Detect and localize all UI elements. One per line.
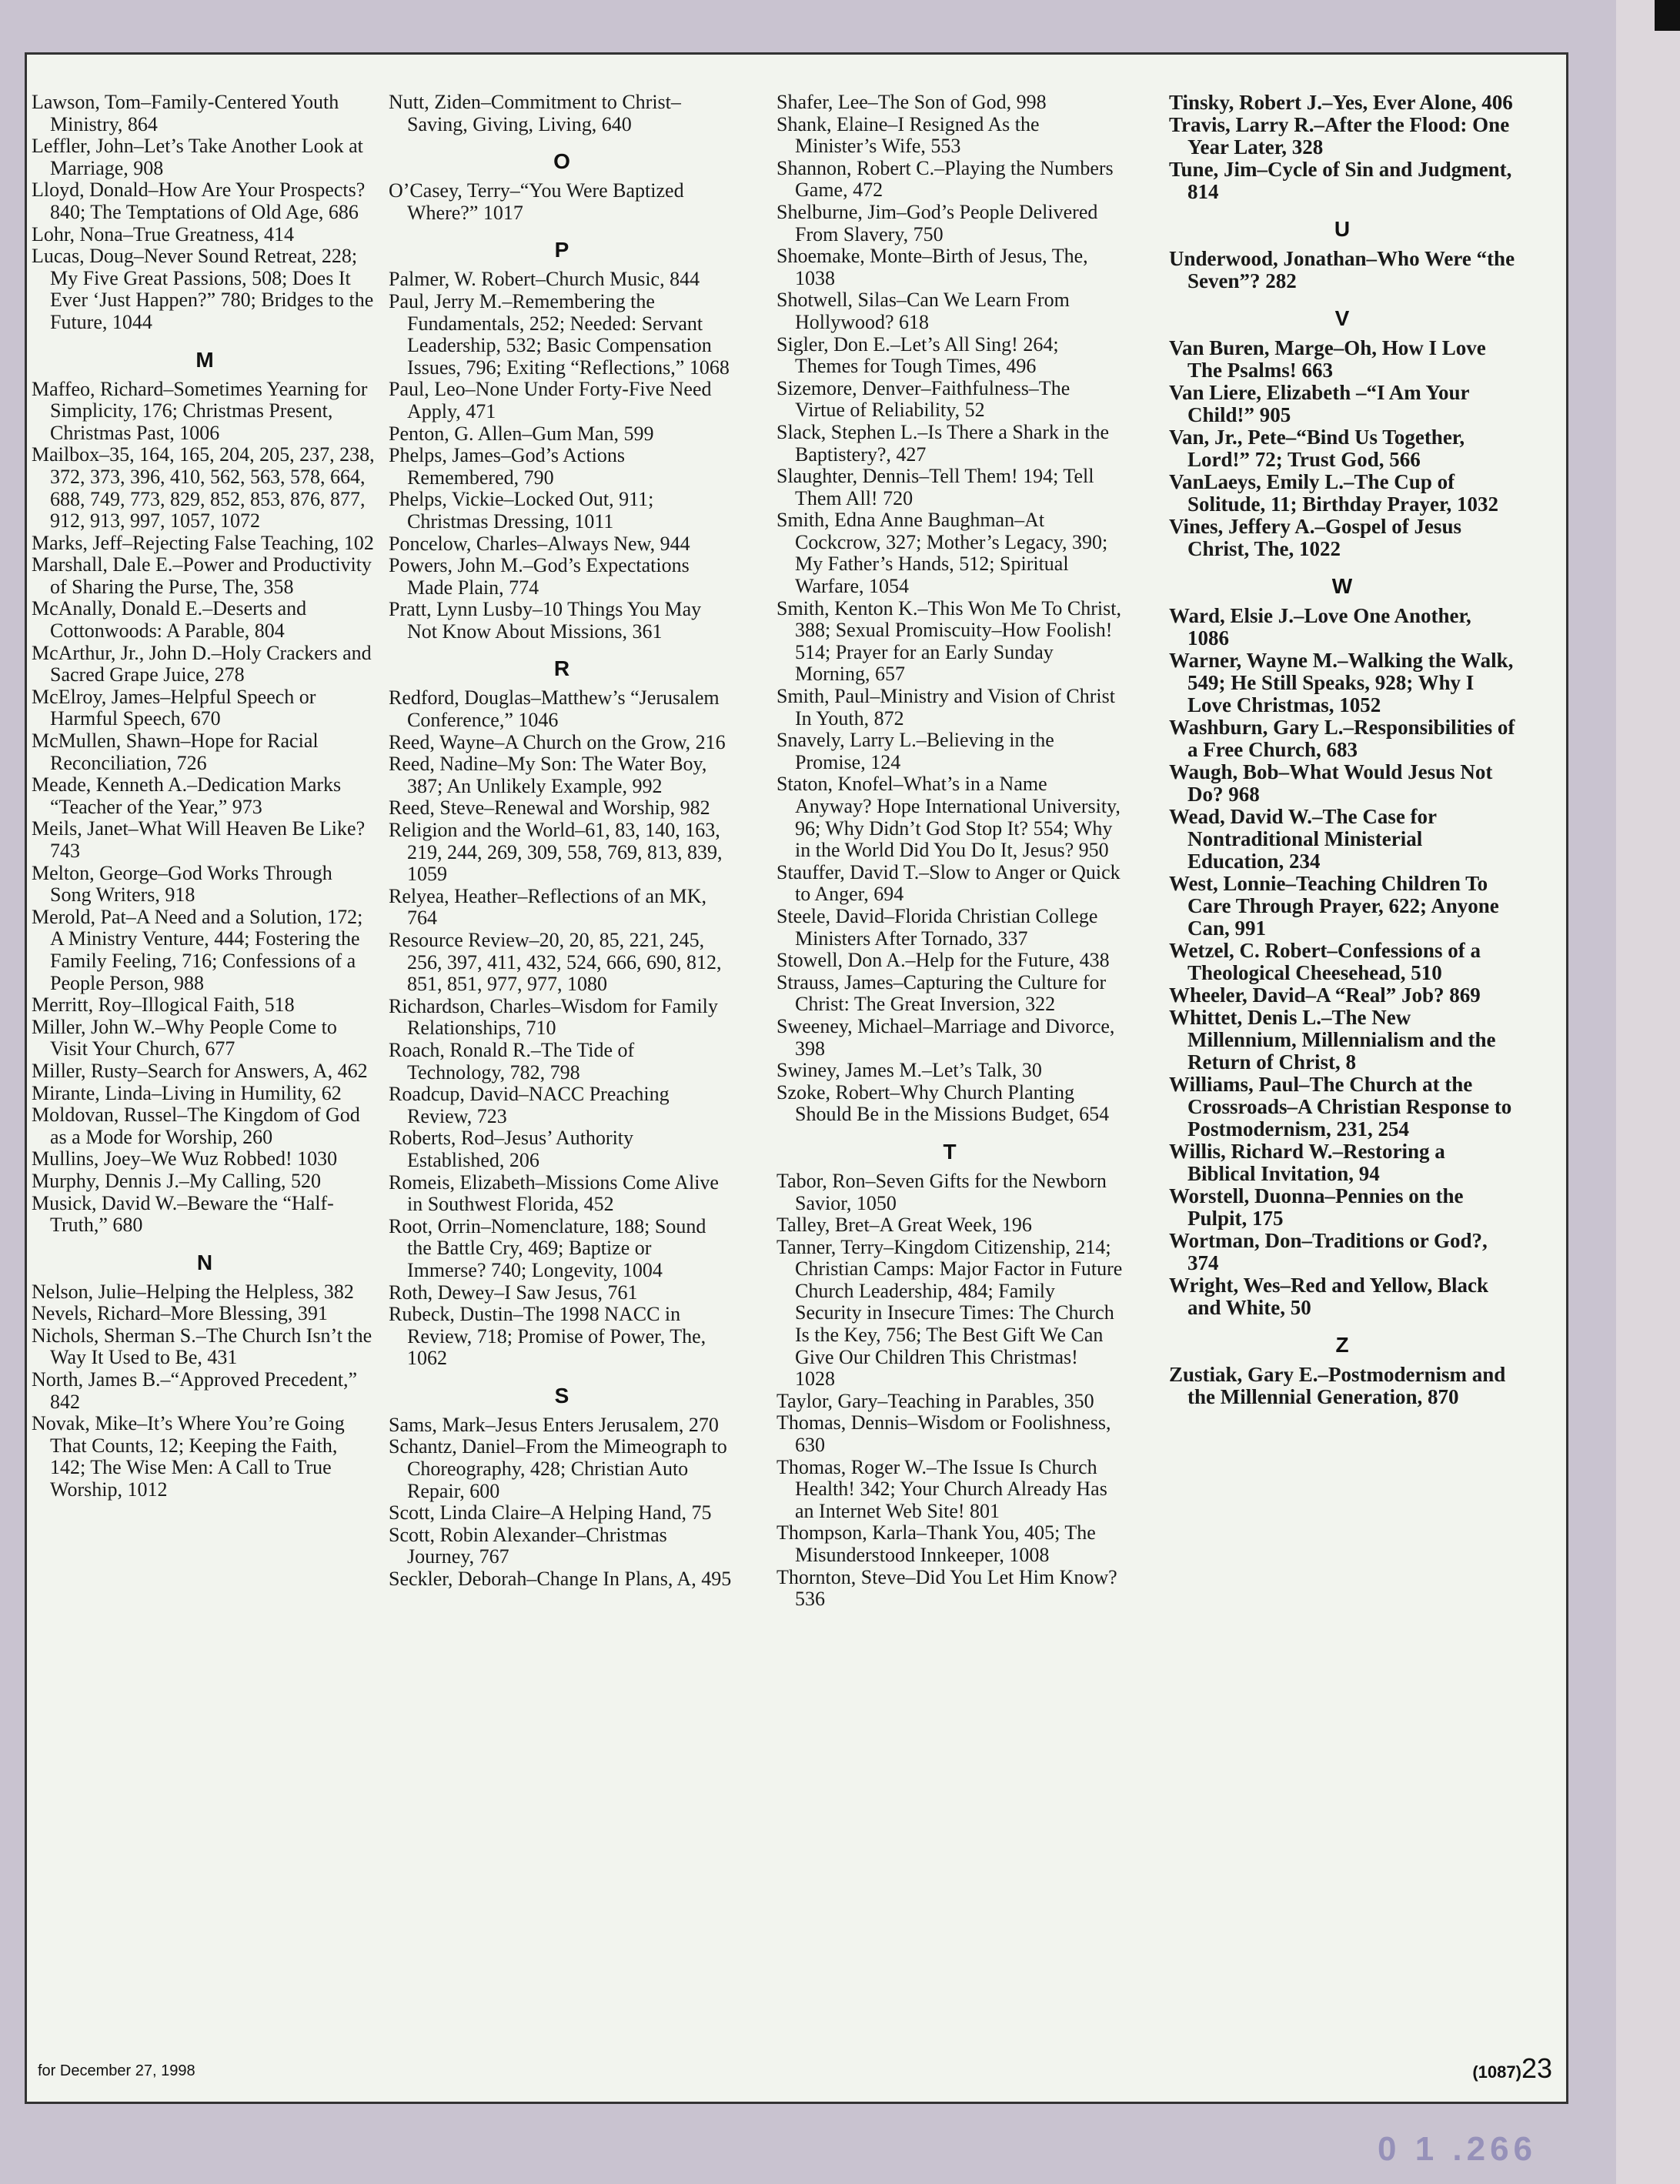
index-entry: Travis, Larry R.–After the Flood: One Year Later, 328	[1169, 113, 1510, 159]
index-entry: Scott, Robin Alexander–Christmas Journey, 767	[389, 1523, 667, 1568]
index-entry: Marshall, Dale E.–Power and Productivity of Sharing the Purse, The, 358	[32, 553, 372, 598]
index-column-1	[32, 92, 378, 1501]
index-entry: Williams, Paul–The Church at the Crossroads–A Christian Response to Postmodernism, 231, 254	[1169, 1073, 1512, 1140]
index-entry: Nelson, Julie–Helping the Helpless, 382	[32, 1280, 354, 1303]
index-entry: Paul, Leo–None Under Forty-Five Need Apply, 471	[389, 378, 712, 422]
index-entry: Lloyd, Donald–How Are Your Prospects? 840; The Temptations of Old Age, 686	[32, 179, 366, 223]
index-entry: Leffler, John–Let’s Take Another Look at Marriage, 908	[32, 135, 363, 179]
index-entry: Wetzel, C. Robert–Confessions of a Theological Cheesehead, 510	[1169, 939, 1481, 984]
index-entry: Lohr, Nona–True Greatness, 414	[32, 222, 294, 245]
index-entry: Mullins, Joey–We Wuz Robbed! 1030	[32, 1147, 338, 1170]
index-entry: Nichols, Sherman S.–The Church Isn’t the Way It Used to Be, 431	[32, 1324, 372, 1369]
index-entry: Redford, Douglas–Matthew’s “Jerusalem Conference,” 1046	[389, 686, 720, 732]
index-entry: Tabor, Ron–Seven Gifts for the Newborn Savior, 1050	[777, 1169, 1107, 1214]
index-entry: Thompson, Karla–Thank You, 405; The Misunderstood Innkeeper, 1008	[777, 1521, 1096, 1566]
index-entry: Nutt, Ziden–Commitment to Christ–Saving, Giving, Living, 640	[389, 91, 681, 135]
index-entry: Strauss, James–Capturing the Culture for Christ: The Great Inversion, 322	[777, 970, 1107, 1016]
scan-corner	[1655, 0, 1680, 31]
index-entry: Smith, Paul–Ministry and Vision of Christ In Youth, 872	[777, 685, 1115, 730]
index-entry: Worstell, Duonna–Pennies on the Pulpit, 175	[1169, 1184, 1464, 1230]
index-entry: North, James B.–“Approved Precedent,” 842	[32, 1368, 358, 1413]
section-letter-p: P	[554, 238, 569, 262]
index-entry: Van Buren, Marge–Oh, How I Love The Psalms! 663	[1169, 336, 1486, 382]
page-number: 23	[1521, 2052, 1552, 2084]
library-stamp: 0 1 .266	[1378, 2130, 1538, 2168]
index-entry: Miller, John W.–Why People Come to Visit Your Church, 677	[32, 1015, 337, 1060]
section-letter-u: U	[1334, 217, 1351, 241]
index-entry: Vines, Jeffery A.–Gospel of Jesus Christ, The, 1022	[1169, 515, 1461, 560]
index-entry: Thomas, Roger W.–The Issue Is Church Health! 342; Your Church Already Has an Internet Web Site! 801	[777, 1455, 1107, 1522]
index-entry: Relyea, Heather–Reflections of an MK, 764	[389, 884, 706, 930]
index-entry: Palmer, W. Robert–Church Music, 844	[389, 268, 700, 291]
index-entry: Sizemore, Denver–Faithfulness–The Virtue of Reliability, 52	[777, 376, 1070, 422]
issue-page-number: (1087)	[1472, 2062, 1521, 2082]
index-entry: Miller, Rusty–Search for Answers, A, 462	[32, 1059, 368, 1082]
index-entry: Underwood, Jonathan–Who Were “the Seven”? 282	[1169, 247, 1515, 292]
index-entry: McElroy, James–Helpful Speech or Harmful Speech, 670	[32, 685, 316, 730]
index-entry: Shoemake, Monte–Birth of Jesus, The, 1038	[777, 245, 1088, 289]
index-column-3	[777, 92, 1123, 1611]
index-entry: Mirante, Linda–Living in Humility, 62	[32, 1081, 342, 1104]
index-entry: Pratt, Lynn Lusby–10 Things You May Not Know About Missions, 361	[389, 598, 702, 643]
index-entry: Snavely, Larry L.–Believing in the Promise, 124	[777, 729, 1054, 773]
section-letter-v: V	[1334, 306, 1350, 330]
index-entry: Shotwell, Silas–Can We Learn From Hollywood? 618	[777, 289, 1070, 333]
index-entry: Washburn, Gary L.–Responsibilities of a Free Church, 683	[1169, 716, 1515, 761]
index-entry: Novak, Mike–It’s Where You’re Going That Counts, 12; Keeping the Faith, 142; The Wise Men: A Call to True Worship, 1012	[32, 1412, 345, 1501]
index-entry: Roach, Ronald R.–The Tide of Technology, 782, 798	[389, 1038, 635, 1084]
index-entry: Van Liere, Elizabeth –“I Am Your Child!” 905	[1169, 381, 1470, 426]
section-letter-n: N	[196, 1250, 213, 1274]
index-entry: Wortman, Don–Traditions or God?, 374	[1169, 1229, 1488, 1274]
index-entry: Sams, Mark–Jesus Enters Jerusalem, 270	[389, 1413, 719, 1436]
index-entry: Reed, Wayne–A Church on the Grow, 216	[389, 730, 726, 753]
section-letter-s: S	[554, 1383, 569, 1408]
index-entry: Phelps, Vickie–Locked Out, 911; Christmas Dressing, 1011	[389, 488, 654, 533]
section-letter-z: Z	[1335, 1333, 1349, 1357]
index-entry: McMullen, Shawn–Hope for Racial Reconciliation, 726	[32, 730, 319, 774]
index-entry: Roadcup, David–NACC Preaching Review, 723	[389, 1083, 670, 1127]
index-entry: VanLaeys, Emily L.–The Cup of Solitude, 11; Birthday Prayer, 1032	[1169, 470, 1499, 516]
index-entry: Richardson, Charles–Wisdom for Family Relationships, 710	[389, 994, 718, 1040]
index-entry: Sigler, Don E.–Let’s All Sing! 264; Themes for Tough Times, 496	[777, 332, 1059, 378]
index-entry: Swiney, James M.–Let’s Talk, 30	[777, 1059, 1042, 1082]
index-entry: Van, Jr., Pete–“Bind Us Together, Lord!” 72; Trust God, 566	[1169, 426, 1465, 471]
index-entry: Taylor, Gary–Teaching in Parables, 350	[777, 1389, 1094, 1412]
index-entry: Wheeler, David–A “Real” Job? 869	[1169, 983, 1481, 1007]
index-column-2	[389, 92, 735, 1591]
index-entry: Wright, Wes–Red and Yellow, Black and White, 50	[1169, 1274, 1489, 1319]
index-entry: Shelburne, Jim–God’s People Delivered From Slavery, 750	[777, 200, 1098, 245]
index-entry: Seckler, Deborah–Change In Plans, A, 495	[389, 1568, 732, 1591]
index-entry: Rubeck, Dustin–The 1998 NACC in Review, 718; Promise of Power, The, 1062	[389, 1303, 706, 1370]
index-entry: Shank, Elaine–I Resigned As the Minister’s Wife, 553	[777, 112, 1040, 158]
index-entry: Smith, Edna Anne Baughman–At Cockcrow, 327; Mother’s Legacy, 390; My Father’s Hands, 512; Spiritual Warfare, 1054	[777, 509, 1108, 598]
index-entry: Scott, Linda Claire–A Helping Hand, 75	[389, 1501, 712, 1524]
index-entry: Nevels, Richard–More Blessing, 391	[32, 1302, 328, 1325]
index-entry: Waugh, Bob–What Would Jesus Not Do? 968	[1169, 760, 1493, 806]
index-entry: Melton, George–God Works Through Song Writers, 918	[32, 861, 332, 907]
index-entry: Merold, Pat–A Need and a Solution, 172; A Ministry Venture, 444; Fostering the Family Feeling, 716; Confessions of a People Person, 988	[32, 905, 363, 994]
index-entry: Root, Orrin–Nomenclature, 188; Sound the Battle Cry, 469; Baptize or Immerse? 740; Longevity, 1004	[389, 1214, 706, 1281]
index-entry: Shannon, Robert C.–Playing the Numbers Game, 472	[777, 156, 1114, 202]
index-entry: Penton, G. Allen–Gum Man, 599	[389, 422, 654, 445]
index-entry: Lawson, Tom–Family-Centered Youth Ministry, 864	[32, 91, 339, 135]
index-entry: Thornton, Steve–Did You Let Him Know? 536	[777, 1565, 1117, 1611]
index-entry: Reed, Steve–Renewal and Worship, 982	[389, 796, 710, 820]
index-entry: O’Casey, Terry–“You Were Baptized Where?” 1017	[389, 179, 684, 224]
index-entry: Powers, John M.–God’s Expectations Made Plain, 774	[389, 554, 690, 599]
section-letter-m: M	[195, 347, 214, 372]
section-letter-w: W	[1331, 574, 1353, 598]
index-entry: Shafer, Lee–The Son of God, 998	[777, 91, 1047, 113]
index-entry: Merritt, Roy–Illogical Faith, 518	[32, 993, 295, 1017]
index-entry: Musick, David W.–Beware the “Half-Truth,” 680	[32, 1191, 334, 1237]
index-entry: Talley, Bret–A Great Week, 196	[777, 1214, 1032, 1237]
index-entry: Resource Review–20, 20, 85, 221, 245, 256, 397, 411, 432, 524, 666, 690, 812, 851, 851, 977, 977, 1080	[389, 929, 722, 996]
page-edge	[1616, 0, 1680, 2184]
index-entry: McAnally, Donald E.–Deserts and Cottonwoods: A Parable, 804	[32, 597, 307, 643]
index-entry: Tune, Jim–Cycle of Sin and Judgment, 814	[1169, 158, 1512, 203]
index-entry: Staton, Knofel–What’s in a Name Anyway? Hope International University, 96; Why Didn’t God Stop It? 554; Why in the World Did You Do It, Jesus? 950	[777, 773, 1121, 862]
index-entry: Stowell, Don A.–Help for the Future, 438	[777, 949, 1110, 972]
index-entry: Phelps, James–God’s Actions Remembered, 790	[389, 444, 625, 489]
index-entry: Meade, Kenneth A.–Dedication Marks “Teacher of the Year,” 973	[32, 773, 342, 818]
index-entry: Religion and the World–61, 83, 140, 163, 219, 244, 269, 309, 558, 769, 813, 839, 1059	[389, 819, 723, 886]
index-entry: Mailbox–35, 164, 165, 204, 205, 237, 238, 372, 373, 396, 410, 562, 563, 578, 664, 688, 749, 773, 829, 852, 853, 876, 877, 912, 913, 997, 1057, 1072	[32, 443, 375, 533]
index-entry: Stauffer, David T.–Slow to Anger or Quick to Anger, 694	[777, 860, 1121, 906]
index-entry: Marks, Jeff–Rejecting False Teaching, 102	[32, 531, 374, 554]
index-entry: Roth, Dewey–I Saw Jesus, 761	[389, 1281, 638, 1304]
index-entry: Roberts, Rod–Jesus’ Authority Established, 206	[389, 1127, 634, 1171]
index-entry: Warner, Wayne M.–Walking the Walk, 549; He Still Speaks, 928; Why I Love Christmas, 1052	[1169, 649, 1514, 716]
index-entry: Smith, Kenton K.–This Won Me To Christ, 388; Sexual Promiscuity–How Foolish! 514; Prayer for an Early Sunday Morning, 657	[777, 596, 1121, 686]
index-entry: Meils, Janet–What Will Heaven Be Like? 743	[32, 817, 366, 862]
index-entry: Slack, Stephen L.–Is There a Shark in the Baptistery?, 427	[777, 420, 1110, 466]
section-letter-t: T	[943, 1139, 957, 1164]
footer-page	[1472, 2052, 1552, 2085]
index-entry: Thomas, Dennis–Wisdom or Foolishness, 630	[777, 1411, 1111, 1457]
index-entry: Whittet, Denis L.–The New Millennium, Millennialism and the Return of Christ, 8	[1169, 1006, 1496, 1074]
index-entry: Tanner, Terry–Kingdom Citizenship, 214; Christian Camps: Major Factor in Future Church Leadership, 484; Family Security in Insecure Times: The Church Is the Key, 756; The Best Gift We Can Give Our Children This Christmas! 1028	[777, 1235, 1123, 1391]
index-entry: Lucas, Doug–Never Sound Retreat, 228; My Five Great Passions, 508; Does It Ever ‘Just Happen?” 780; Bridges to the Future, 1044	[32, 245, 374, 333]
footer-date: for December 27, 1998	[38, 2062, 195, 2079]
section-letter-r: R	[553, 656, 570, 681]
index-entry: Tinsky, Robert J.–Yes, Ever Alone, 406	[1169, 91, 1513, 114]
index-entry: McArthur, Jr., John D.–Holy Crackers and Sacred Grape Juice, 278	[32, 641, 372, 686]
index-entry: Willis, Richard W.–Restoring a Biblical Invitation, 94	[1169, 1140, 1445, 1185]
index-entry: Romeis, Elizabeth–Missions Come Alive in Southwest Florida, 452	[389, 1170, 719, 1216]
index-entry: Reed, Nadine–My Son: The Water Boy, 387; An Unlikely Example, 992	[389, 753, 707, 797]
index-entry: Steele, David–Florida Christian College Ministers After Tornado, 337	[777, 904, 1098, 950]
section-letter-o: O	[553, 149, 570, 174]
index-entry: Slaughter, Dennis–Tell Them! 194; Tell Them All! 720	[777, 465, 1094, 509]
index-entry: Sweeney, Michael–Marriage and Divorce, 398	[777, 1014, 1115, 1060]
index-entry: West, Lonnie–Teaching Children To Care Through Prayer, 622; Anyone Can, 991	[1169, 872, 1499, 940]
index-entry: Paul, Jerry M.–Remembering the Fundamentals, 252; Needed: Servant Leadership, 532; Basic Compensation Issues, 796; Exiting “Reflections,” 1068	[389, 289, 730, 379]
index-entry: Poncelow, Charles–Always New, 944	[389, 532, 690, 555]
index-entry: Schantz, Daniel–From the Mimeograph to Choreography, 428; Christian Auto Repair, 600	[389, 1435, 727, 1502]
index-entry: Wead, David W.–The Case for Nontraditional Ministerial Education, 234	[1169, 805, 1437, 873]
index-column-4	[1169, 92, 1515, 1408]
index-entry: Ward, Elsie J.–Love One Another, 1086	[1169, 604, 1471, 650]
index-page	[25, 52, 1568, 2104]
index-entry: Murphy, Dennis J.–My Calling, 520	[32, 1169, 322, 1192]
index-entry: Moldovan, Russel–The Kingdom of God as a Mode for Worship, 260	[32, 1104, 360, 1148]
index-entry: Zustiak, Gary E.–Postmodernism and the Millennial Generation, 870	[1169, 1363, 1506, 1408]
index-entry: Maffeo, Richard–Sometimes Yearning for Simplicity, 176; Christmas Present, Christmas Past, 1006	[32, 377, 368, 444]
index-entry: Szoke, Robert–Why Church Planting Should Be in the Missions Budget, 654	[777, 1080, 1110, 1126]
